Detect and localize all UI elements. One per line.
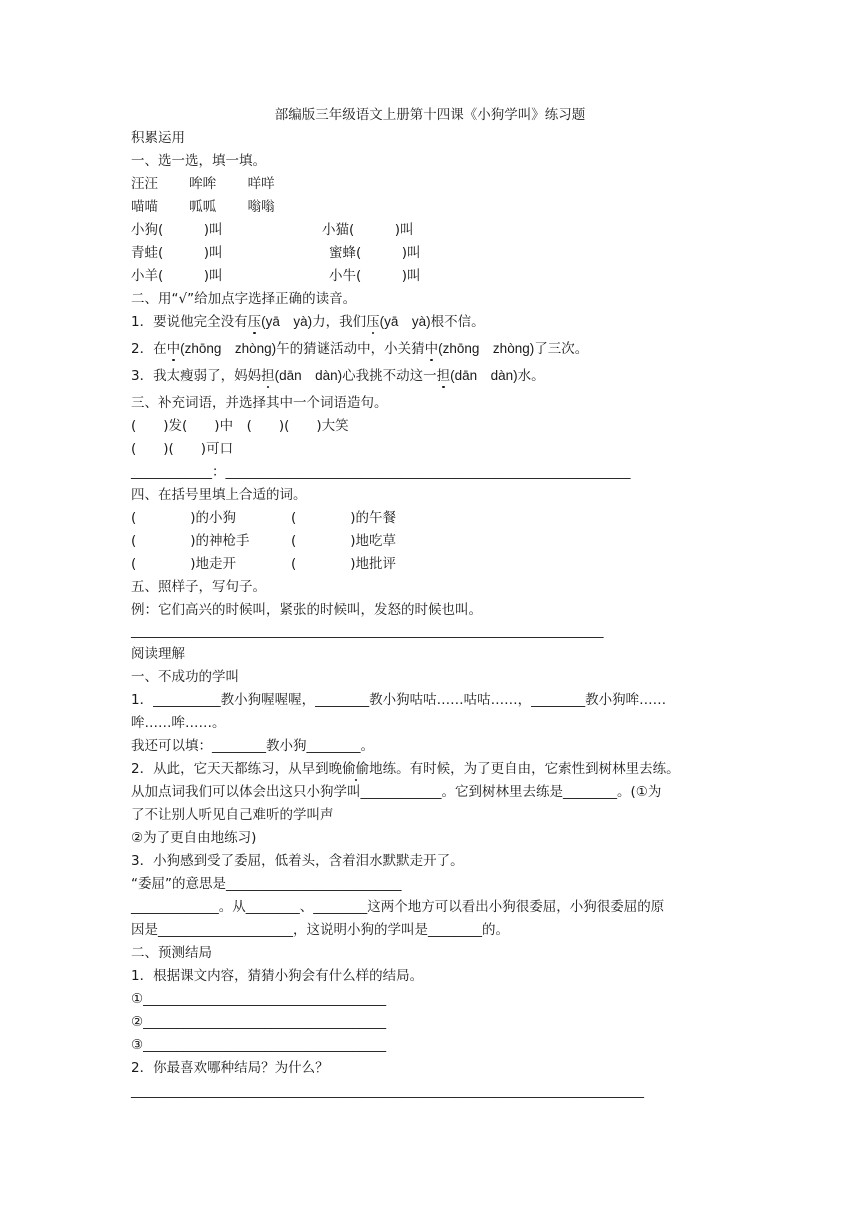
text-segment: (yā yà)力，我们 bbox=[261, 314, 367, 329]
q4-fill-left-3: ( )地走开 bbox=[131, 556, 237, 572]
reading-part-2-heading: 二、预测结局 bbox=[131, 945, 212, 961]
q1-fill-right-1: 小猫( )叫 bbox=[322, 222, 414, 238]
q3-heading: 三、补充词语，并选择其中一个词语造句。 bbox=[131, 395, 388, 411]
q1-fill-left-2: 青蛙( )叫 bbox=[131, 245, 223, 261]
reading-part-2-q1: 1．根据课文内容，猜猜小狗会有什么样的结局。 bbox=[131, 968, 424, 984]
dotted-char: 中 bbox=[424, 341, 439, 357]
q4-fill-left-2: ( )的神枪手 bbox=[131, 533, 250, 549]
text-segment: 1．要说他完全没有 bbox=[131, 314, 248, 330]
reading-q2-line-3: 了不让别人听见自己难听的学叫声 bbox=[131, 807, 334, 823]
text-segment: 2．从此，它天天都练习，从早到晚 bbox=[131, 761, 343, 777]
q5-answer-line: ______________________________________________________________________ bbox=[131, 623, 604, 639]
prediction-blank-3: ③____________________________________ bbox=[131, 1037, 387, 1053]
reading-q3-line-1: 3．小狗感到受了委屈，低着头，含着泪水默默走开了。 bbox=[131, 853, 464, 869]
q2-heading: 二、用“√”给加点字选择正确的读音。 bbox=[131, 291, 357, 307]
q1-fill-left-1: 小狗( )叫 bbox=[131, 222, 223, 238]
q2-line-2 bbox=[131, 340, 588, 358]
q1-heading: 一、选一选，填一填。 bbox=[131, 153, 266, 169]
dotted-char: 中 bbox=[166, 341, 181, 357]
text-segment: (dān dàn)水。 bbox=[450, 368, 545, 383]
worksheet-title: 部编版三年级语文上册第十四课《小狗学叫》练习题 bbox=[274, 107, 586, 123]
q4-fill-left-1: ( )的小狗 bbox=[131, 510, 237, 526]
dotted-word: 偷偷 bbox=[342, 761, 370, 777]
q1-fill-left-3: 小羊( )叫 bbox=[131, 268, 223, 284]
q4-fill-right-3: ( )地批评 bbox=[291, 556, 397, 572]
reading-part-2-answer-line: ____________________________________________________________________________ bbox=[131, 1083, 644, 1099]
q1-fill-right-3: 小牛( )叫 bbox=[329, 268, 421, 284]
q4-fill-right-2: ( )地吃草 bbox=[291, 533, 397, 549]
text-segment: (zhōng zhòng)午的猜谜活动中，小关猜 bbox=[180, 341, 425, 356]
q5-heading: 五、照样子，写句子。 bbox=[131, 579, 266, 595]
q4-fill-right-1: ( )的午餐 bbox=[291, 510, 397, 526]
reading-part-2-q2: 2．你最喜欢哪种结局？为什么？ bbox=[131, 1060, 329, 1076]
q1-word-bank-row-2: 喵喵 呱呱 嗡嗡 bbox=[131, 199, 275, 215]
q1-fill-right-2: 蜜蜂( )叫 bbox=[329, 245, 421, 261]
dotted-char: 担 bbox=[436, 368, 451, 384]
reading-q1-line-2: 哞……哞……。 bbox=[131, 715, 226, 731]
text-segment: 3．我太瘦弱了，妈妈 bbox=[131, 368, 262, 384]
reading-q2-line-4: ②为了更自由地练习) bbox=[131, 830, 257, 846]
q4-heading: 四、在括号里填上合适的词。 bbox=[131, 487, 307, 503]
reading-q1-line-1: 1．__________教小狗喔喔喔，________教小狗咕咕……咕咕……，________教小狗哞…… bbox=[131, 692, 667, 708]
text-segment: (zhōng zhòng)了三次。 bbox=[438, 341, 589, 356]
q1-word-bank-row-1: 汪汪 哞哞 咩咩 bbox=[131, 176, 275, 192]
dotted-char: 压 bbox=[366, 314, 380, 330]
reading-q1-line-3: 我还可以填：________教小狗________。 bbox=[131, 738, 374, 754]
dotted-char: 压 bbox=[247, 314, 262, 330]
reading-part-1-heading: 一、不成功的学叫 bbox=[131, 669, 239, 685]
q3-idiom-row-2: ( )( )可口 bbox=[131, 441, 234, 457]
text-segment: (yā yà)根不信。 bbox=[379, 314, 485, 329]
prediction-blank-2: ②____________________________________ bbox=[131, 1014, 387, 1030]
q5-example: 例：它们高兴的时候叫，紧张的时候叫，发怒的时候也叫。 bbox=[131, 602, 482, 618]
text-segment: 地练。有时候，为了更自由，它索性到树林里去练。 bbox=[369, 761, 680, 777]
reading-q3-line-3: _____________。从________、________这两个地方可以看出小狗很委屈，小狗很委屈的原 bbox=[131, 899, 665, 915]
reading-q2-line-1 bbox=[131, 760, 680, 778]
text-segment: (dān dàn)心我挑不动这一 bbox=[274, 368, 437, 383]
dotted-char: 担 bbox=[261, 368, 275, 384]
text-segment: 2．在 bbox=[131, 341, 167, 357]
q3-idiom-row-1: ( )发( )中 ( )( )大笑 bbox=[131, 418, 349, 434]
prediction-blank-1: ①____________________________________ bbox=[131, 991, 387, 1007]
reading-q2-line-2: 从加点词我们可以体会出这只小狗学叫____________。它到树林里去练是________。(①为 bbox=[131, 784, 662, 800]
q2-line-3 bbox=[131, 367, 545, 385]
q2-line-1 bbox=[131, 313, 485, 331]
reading-q3-line-2: “委屈”的意思是__________________________ bbox=[131, 876, 402, 892]
reading-q3-line-4: 因是____________________，这说明小狗的学叫是________的。 bbox=[131, 922, 509, 938]
section-heading-accumulation: 积累运用 bbox=[131, 130, 185, 146]
section-heading-reading: 阅读理解 bbox=[131, 646, 185, 662]
q3-sentence-blank: ____________：____________________________________________________________ bbox=[131, 464, 631, 480]
